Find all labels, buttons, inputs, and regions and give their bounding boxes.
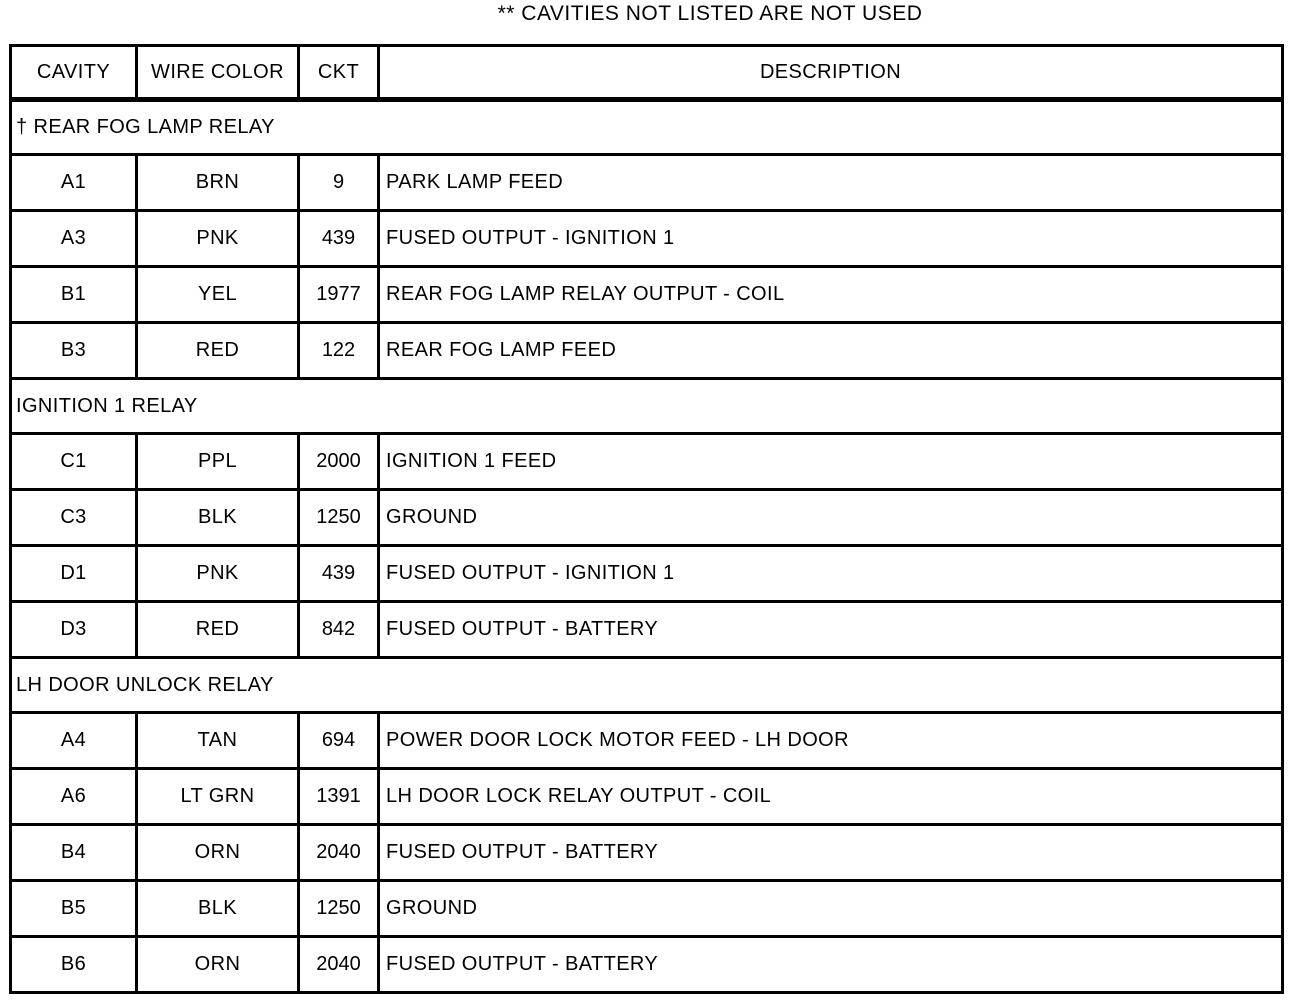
table-row [11,825,1283,881]
description-cell: FUSED OUTPUT - BATTERY [379,825,1283,881]
section-row [11,658,1283,713]
wire-color-cell: RED [137,602,299,658]
ckt-cell: 122 [299,323,379,379]
table-row [11,155,1283,211]
wire-color-cell: BLK [137,490,299,546]
ckt-cell: 439 [299,211,379,267]
wire-color-cell: ORN [137,825,299,881]
cavity-cell: B4 [11,825,137,881]
table-row [11,434,1283,490]
description-cell: FUSED OUTPUT - IGNITION 1 [379,211,1283,267]
header-row [11,46,1283,100]
wire-color-cell: BRN [137,155,299,211]
table-row [11,267,1283,323]
wire-color-cell: PNK [137,211,299,267]
table-row [11,490,1283,546]
description-cell: GROUND [379,490,1283,546]
ckt-cell: 1977 [299,267,379,323]
table-row [11,937,1283,993]
cavity-cell: A3 [11,211,137,267]
table-row [11,323,1283,379]
wire-color-cell: YEL [137,267,299,323]
wire-color-cell: RED [137,323,299,379]
cavity-cell: B6 [11,937,137,993]
cavity-cell: B3 [11,323,137,379]
header-cavity: CAVITY [11,46,137,100]
section-row [11,100,1283,155]
description-cell: FUSED OUTPUT - IGNITION 1 [379,546,1283,602]
cavity-cell: A6 [11,769,137,825]
cavity-cell: B1 [11,267,137,323]
cavity-cell: A1 [11,155,137,211]
cavity-cell: C1 [11,434,137,490]
section-title: LH DOOR UNLOCK RELAY [11,658,1283,713]
cavity-cell: B5 [11,881,137,937]
cavity-cell: A4 [11,713,137,769]
wire-color-cell: BLK [137,881,299,937]
wire-color-cell: TAN [137,713,299,769]
wire-color-cell: LT GRN [137,769,299,825]
description-cell: REAR FOG LAMP RELAY OUTPUT - COIL [379,267,1283,323]
table-row [11,546,1283,602]
ckt-cell: 842 [299,602,379,658]
ckt-cell: 694 [299,713,379,769]
ckt-cell: 1250 [299,881,379,937]
cavity-cell: C3 [11,490,137,546]
description-cell: POWER DOOR LOCK MOTOR FEED - LH DOOR [379,713,1283,769]
wire-color-cell: ORN [137,937,299,993]
page-note: ** CAVITIES NOT LISTED ARE NOT USED [497,2,923,25]
section-title: † REAR FOG LAMP RELAY [11,100,1283,155]
table-row [11,602,1283,658]
wire-color-cell: PNK [137,546,299,602]
ckt-cell: 9 [299,155,379,211]
table-row [11,713,1283,769]
description-cell: GROUND [379,881,1283,937]
description-cell: FUSED OUTPUT - BATTERY [379,602,1283,658]
description-cell: REAR FOG LAMP FEED [379,323,1283,379]
table-row [11,881,1283,937]
ckt-cell: 1391 [299,769,379,825]
section-title: IGNITION 1 RELAY [11,379,1283,434]
connector-table [9,44,1284,994]
description-cell: FUSED OUTPUT - BATTERY [379,937,1283,993]
header-ckt: CKT [299,46,379,100]
header-wire-color: WIRE COLOR [137,46,299,100]
wire-color-cell: PPL [137,434,299,490]
ckt-cell: 2040 [299,937,379,993]
cavity-cell: D3 [11,602,137,658]
ckt-cell: 1250 [299,490,379,546]
description-cell: LH DOOR LOCK RELAY OUTPUT - COIL [379,769,1283,825]
cavity-cell: D1 [11,546,137,602]
ckt-cell: 2000 [299,434,379,490]
ckt-cell: 439 [299,546,379,602]
table-row [11,769,1283,825]
description-cell: IGNITION 1 FEED [379,434,1283,490]
description-cell: PARK LAMP FEED [379,155,1283,211]
ckt-cell: 2040 [299,825,379,881]
section-row [11,379,1283,434]
header-description: DESCRIPTION [379,46,1283,100]
table-row [11,211,1283,267]
